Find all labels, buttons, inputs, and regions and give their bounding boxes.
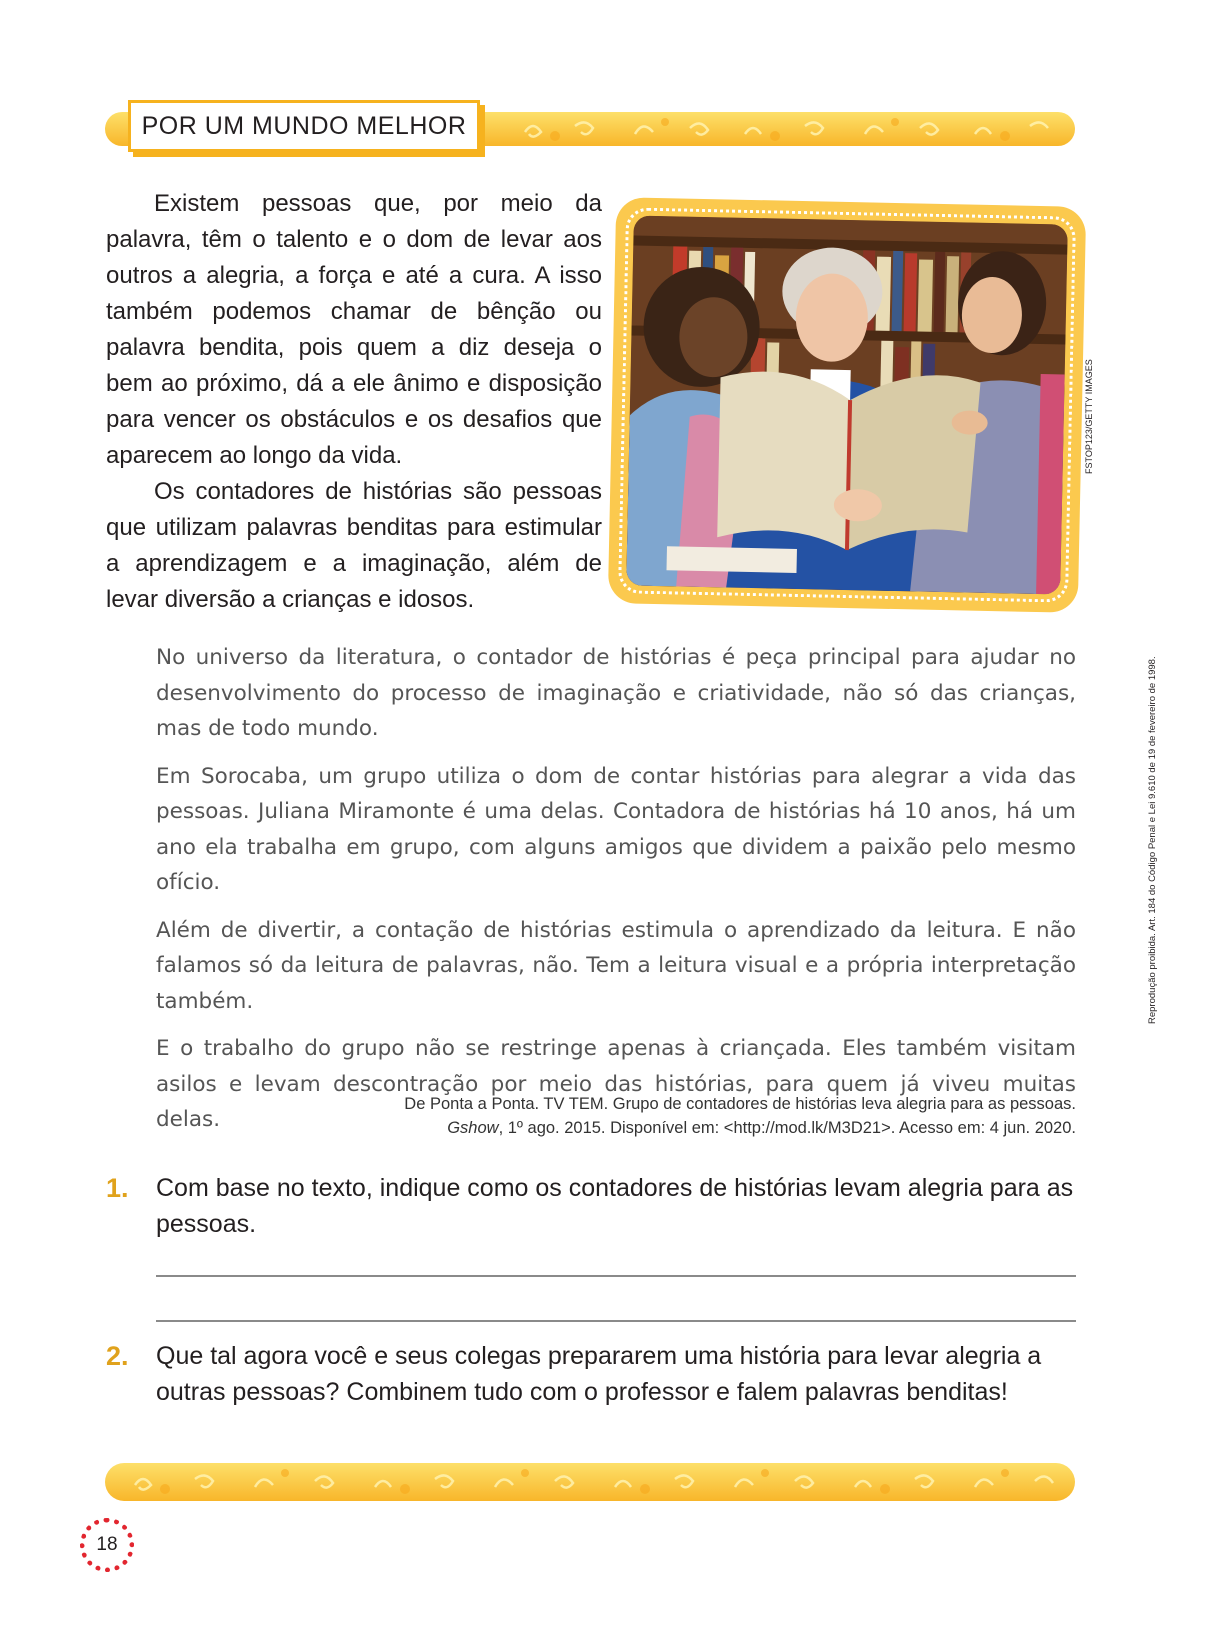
quoted-text [156, 640, 1076, 1150]
section-title: POR UM MUNDO MELHOR [141, 111, 467, 140]
photo-frame [608, 197, 1086, 613]
legal-notice: Reprodução proibida. Art. 184 do Código Penal e Lei 9.610 de 19 de fevereiro de 1998. [1147, 656, 1158, 1024]
question-1-text: Com base no texto, indique como os contadores de histórias levam alegria para as pessoas. [156, 1174, 1074, 1238]
answer-line-2[interactable] [156, 1320, 1076, 1322]
quote-paragraph-4: E o trabalho do grupo não se restringe apenas à criançada. Eles também visitam asilos e levam descontração por meio das histórias, para quem já viveu muitas delas. [156, 1036, 1076, 1132]
page-number: 18 [96, 1534, 118, 1555]
source-publication: Gshow [447, 1119, 499, 1137]
quote-paragraph-1: No universo da literatura, o contador de histórias é peça principal para ajudar no desenvolvimento do processo de imaginação e criatividade, não só das crianças, mas de todo mundo. [156, 645, 1076, 741]
section-title-tag [128, 100, 480, 152]
answer-line-1[interactable] [156, 1275, 1076, 1277]
intro-paragraph-1: Existem pessoas que, por meio da palavra, têm o talento e o dom de levar aos outros a alegria, a força e até a cura. A isso também podemos chamar de bênção ou palavra bendita, pois quem a diz deseja o bem ao próximo, dá a ele ânimo e disposição para vencer os obstáculos e os desafios que aparecem ao longo da vida. [106, 190, 602, 469]
bottom-decorative-band [105, 1463, 1075, 1501]
intro-paragraph-2: Os contadores de histórias são pessoas que utilizam palavras benditas para estimular a aprendizagem e a imaginação, além de levar diversão a crianças e idosos. [106, 478, 602, 613]
page-number-badge [80, 1518, 134, 1572]
quote-paragraph-3: Além de divertir, a contação de histórias estimula o aprendizado da leitura. E não falamos só da leitura de palavras, não. Tem a leitura visual e a própria interpretação também. [156, 917, 1076, 1014]
reading-photo [626, 215, 1068, 594]
source-details: , 1º ago. 2015. Disponível em: <http://mod.lk/M3D21>. Acesso em: 4 jun. 2020. [498, 1119, 1076, 1137]
intro-text [106, 186, 602, 618]
photo-credit: FSTOP123/GETTY IMAGES [1084, 359, 1094, 474]
question-2-number: 2. [106, 1341, 129, 1371]
question-2-text: Que tal agora você e seus colegas prepararem uma história para levar alegria a outras pessoas? Combinem tudo com o professor e falem palavras benditas! [156, 1342, 1042, 1406]
question-1-number: 1. [106, 1173, 129, 1203]
source-citation [156, 1092, 1076, 1140]
quote-paragraph-2: Em Sorocaba, um grupo utiliza o dom de contar histórias para alegrar a vida das pessoas. Juliana Miramonte é uma delas. Contadora de histórias há 10 anos, há um ano ela trabalha em grupo, com alguns amigos que dividem a paixão pelo mesmo ofício. [156, 763, 1076, 895]
source-line-2 [156, 1116, 1076, 1140]
source-line-1: De Ponta a Ponta. TV TEM. Grupo de contadores de histórias leva alegria para as pessoas. [404, 1095, 1076, 1113]
